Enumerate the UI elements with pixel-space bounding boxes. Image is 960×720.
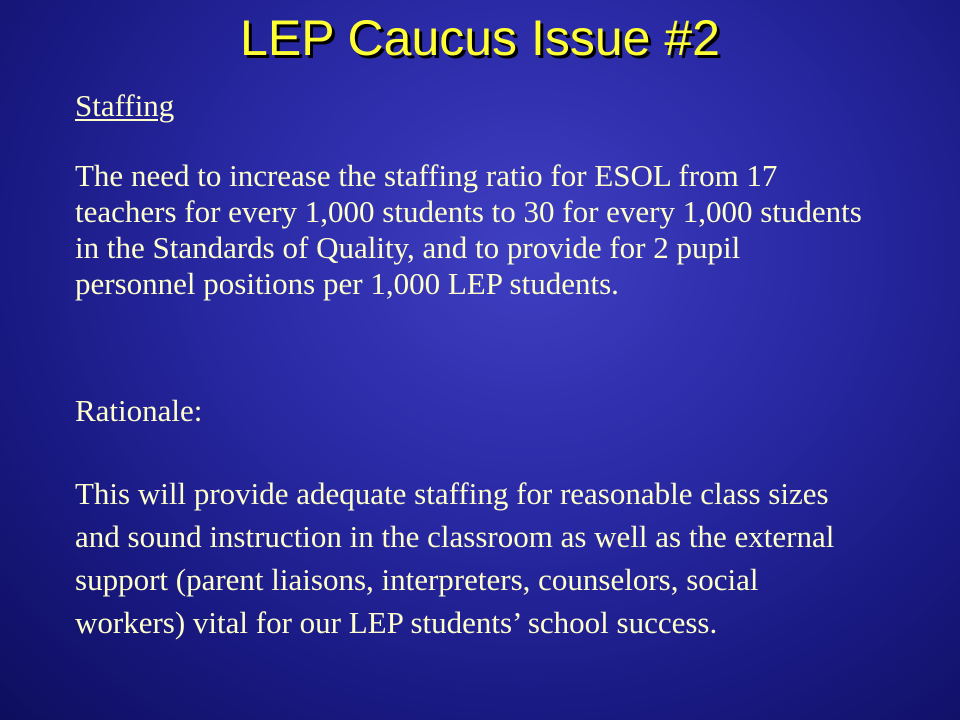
rationale-paragraph: This will provide adequate staffing for reasonable class sizes and sound instruction in the classroom as well as the external support (parent liaisons, interpreters, counselors, social workers) vital for our LEP students’ school success. [75, 476, 835, 640]
rationale-label: Rationale: [75, 393, 203, 428]
section-heading-staffing: Staffing [75, 88, 175, 123]
staffing-paragraph: The need to increase the staffing ratio for ESOL from 17 teachers for every 1,000 students to 30 for every 1,000 students in the Standards of Quality, and to provide for 2 pupil personnel positions per 1,000 LEP students. [75, 158, 862, 301]
slide-title: LEP Caucus Issue #2 [240, 10, 720, 66]
